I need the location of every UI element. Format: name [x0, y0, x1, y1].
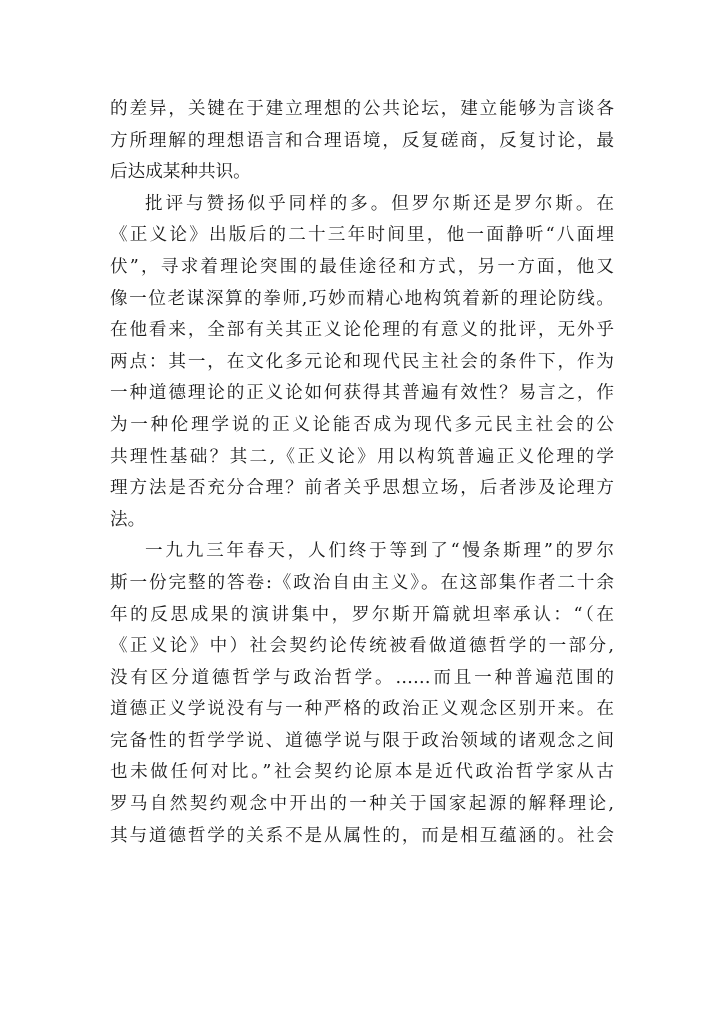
text-line: 也未做任何对比。”社会契约论原本是近代政治哲学家从古 — [110, 762, 614, 783]
body-text — [110, 94, 614, 852]
text-line: 伏”，寻求着理论突围的最佳途径和方式，另一方面，他又 — [110, 256, 614, 277]
text-line: 其与道德哲学的关系不是从属性的，而是相互蕴涵的。社会 — [110, 825, 614, 846]
text-line: 在他看来，全部有关其正义论伦理的有意义的批评，无外乎 — [110, 320, 614, 341]
text-line: 罗马自然契约观念中开出的一种关于国家起源的解释理论, — [110, 794, 614, 815]
text-line: 批评与赞扬似乎同样的多。但罗尔斯还是罗尔斯。在 — [145, 193, 614, 214]
text-line: 没有区分道德哲学与政治哲学。……而且一种普遍范围的 — [110, 667, 614, 688]
text-line: 为一种伦理学说的正义论能否成为现代多元民主社会的公 — [110, 414, 614, 435]
text-line: 后达成某种共识。 — [110, 162, 251, 183]
text-line: 《正义论》中）社会契约论传统被看做道德哲学的一部分, — [110, 636, 614, 657]
text-line: 完备性的哲学学说、道德学说与限于政治领域的诸观念之间 — [110, 730, 614, 751]
text-line: 一种道德理论的正义论如何获得其普遍有效性？易言之，作 — [110, 383, 614, 404]
text-line: 像一位老谋深算的拳师,巧妙而精心地构筑着新的理论防线。 — [110, 288, 614, 309]
text-line: 方所理解的理想语言和合理语境，反复磋商，反复讨论，最 — [110, 130, 614, 151]
text-line: 法。 — [110, 509, 146, 530]
text-line: 斯一份完整的答卷:《政治自由主义》。在这部集作者二十余 — [110, 572, 614, 593]
text-line: 一九九三年春天，人们终于等到了“慢条斯理”的罗尔 — [145, 541, 614, 562]
text-line: 道德正义学说没有与一种严格的政治正义观念区别开来。在 — [110, 699, 614, 720]
text-line: 两点：其一，在文化多元论和现代民主社会的条件下，作为 — [110, 351, 614, 372]
text-line: 共理性基础？其二,《正义论》用以构筑普遍正义伦理的学 — [110, 446, 614, 467]
text-line: 年的反思成果的演讲集中，罗尔斯开篇就坦率承认：“（在 — [110, 604, 614, 625]
text-line: 理方法是否充分合理？前者关乎思想立场，后者涉及论理方 — [110, 478, 614, 499]
text-line: 《正义论》出版后的二十三年时间里，他一面静听“八面埋 — [110, 225, 614, 246]
text-line: 的差异，关键在于建立理想的公共论坛，建立能够为言谈各 — [110, 99, 614, 119]
